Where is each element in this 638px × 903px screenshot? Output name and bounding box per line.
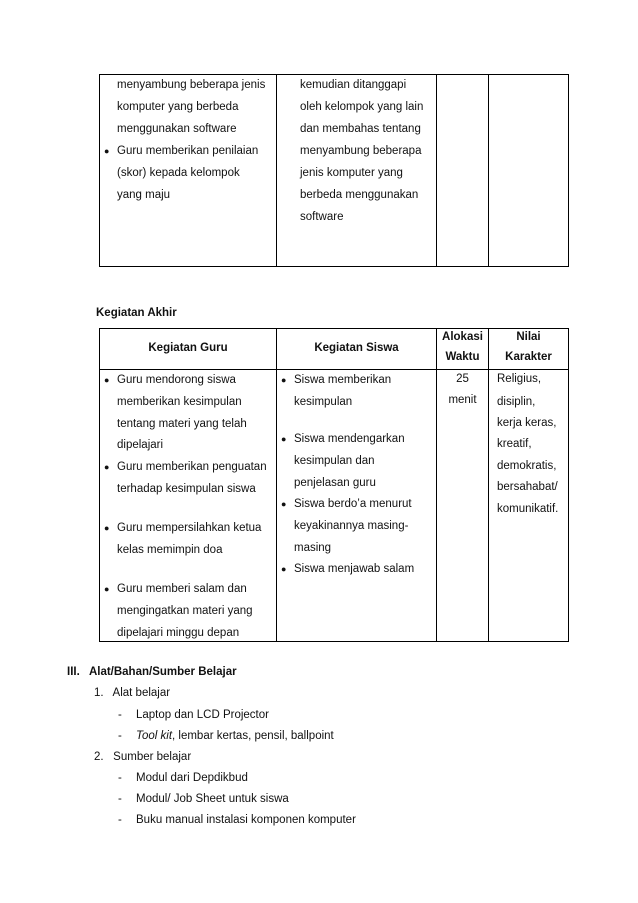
top-guru-line: menyambung beberapa jenis <box>117 79 266 91</box>
top-guru-line: yang maju <box>117 189 171 201</box>
nilai-line: disiplin, <box>497 396 536 408</box>
list-heading-sumber: 2. Sumber belajar <box>94 751 192 763</box>
top-siswa-line: oleh kelompok yang lain <box>300 101 424 113</box>
top-guru-line: Guru memberikan penilaian <box>117 145 259 157</box>
list-item: Modul dari Depdikbud <box>136 772 248 784</box>
top-siswa-line: berbeda menggunakan <box>300 189 419 201</box>
siswa-line: Siswa berdo’a menurut <box>294 498 412 510</box>
guru-line: memberikan kesimpulan <box>117 396 242 408</box>
guru-line: tentang materi yang telah <box>117 418 247 430</box>
guru-line: mengingatkan materi yang <box>117 605 253 617</box>
nilai-line: bersahabat/ <box>497 481 558 493</box>
nilai-line: Religius, <box>497 373 542 385</box>
dash: - <box>118 814 122 826</box>
list-item <box>136 729 334 743</box>
header-karakter: Karakter <box>505 351 552 363</box>
header-kegiatan-siswa: Kegiatan Siswa <box>314 342 399 354</box>
siswa-line: penjelasan guru <box>294 477 376 489</box>
waktu-unit: menit <box>448 394 477 406</box>
top-guru-line: komputer yang berbeda <box>117 101 239 113</box>
top-guru-line: menggunakan software <box>117 123 237 135</box>
section-heading: Kegiatan Akhir <box>96 307 177 319</box>
top-siswa-line: kemudian ditanggapi <box>300 79 407 91</box>
nilai-line: demokratis, <box>497 460 557 472</box>
dash: - <box>118 793 122 805</box>
header-alokasi: Alokasi <box>442 331 483 343</box>
siswa-line: Siswa menjawab salam <box>294 563 415 575</box>
list-item-text: , lembar kertas, pensil, ballpoint <box>172 730 334 742</box>
list-item: Buku manual instalasi komponen komputer <box>136 814 356 826</box>
guru-line: dipelajari <box>117 439 164 451</box>
bullet-icon: ● <box>281 434 287 444</box>
siswa-line: Siswa memberikan <box>294 374 392 386</box>
top-siswa-line: software <box>300 211 344 223</box>
dash: - <box>118 709 122 721</box>
header-waktu: Waktu <box>445 351 480 363</box>
siswa-line: masing <box>294 542 332 554</box>
dash: - <box>118 772 122 784</box>
guru-line: Guru mendorong siswa <box>117 374 236 386</box>
guru-line: dipelajari minggu depan <box>117 627 240 639</box>
header-kegiatan-guru: Kegiatan Guru <box>148 342 228 354</box>
nilai-line: kreatif, <box>497 438 532 450</box>
bullet-icon: ● <box>104 462 110 472</box>
guru-line: Guru memberi salam dan <box>117 583 247 595</box>
header-nilai: Nilai <box>516 331 541 343</box>
bullet-icon: ● <box>281 499 287 509</box>
guru-line: Guru mempersilahkan ketua <box>117 522 262 534</box>
siswa-line: kesimpulan dan <box>294 455 375 467</box>
italic-term: Tool kit <box>136 730 173 742</box>
siswa-line: Siswa mendengarkan <box>294 433 405 445</box>
siswa-line: kesimpulan <box>294 396 353 408</box>
guru-line: terhadap kesimpulan siswa <box>117 483 256 495</box>
dash: - <box>118 730 122 742</box>
top-siswa-line: jenis komputer yang <box>300 167 403 179</box>
top-siswa-line: dan membahas tentang <box>300 123 421 135</box>
bullet-icon: ● <box>104 523 110 533</box>
top-siswa-line: menyambung beberapa <box>300 145 422 157</box>
bullet-icon: ● <box>104 584 110 594</box>
section-title: III. Alat/Bahan/Sumber Belajar <box>67 666 237 678</box>
guru-line: kelas memimpin doa <box>117 544 223 556</box>
waktu-value: 25 <box>456 373 469 385</box>
list-item: Modul/ Job Sheet untuk siswa <box>136 793 289 805</box>
bullet-icon: ● <box>104 146 110 156</box>
bullet-icon: ● <box>104 375 110 385</box>
bullet-icon: ● <box>281 375 287 385</box>
list-item: Laptop dan LCD Projector <box>136 709 269 721</box>
bullet-icon: ● <box>281 564 287 574</box>
top-guru-line: (skor) kepada kelompok <box>117 167 240 179</box>
list-heading-alat: 1. Alat belajar <box>94 687 171 699</box>
siswa-line: keyakinannya masing- <box>294 520 409 532</box>
nilai-line: kerja keras, <box>497 417 557 429</box>
guru-line: Guru memberikan penguatan <box>117 461 267 473</box>
nilai-line: komunikatif. <box>497 503 559 515</box>
